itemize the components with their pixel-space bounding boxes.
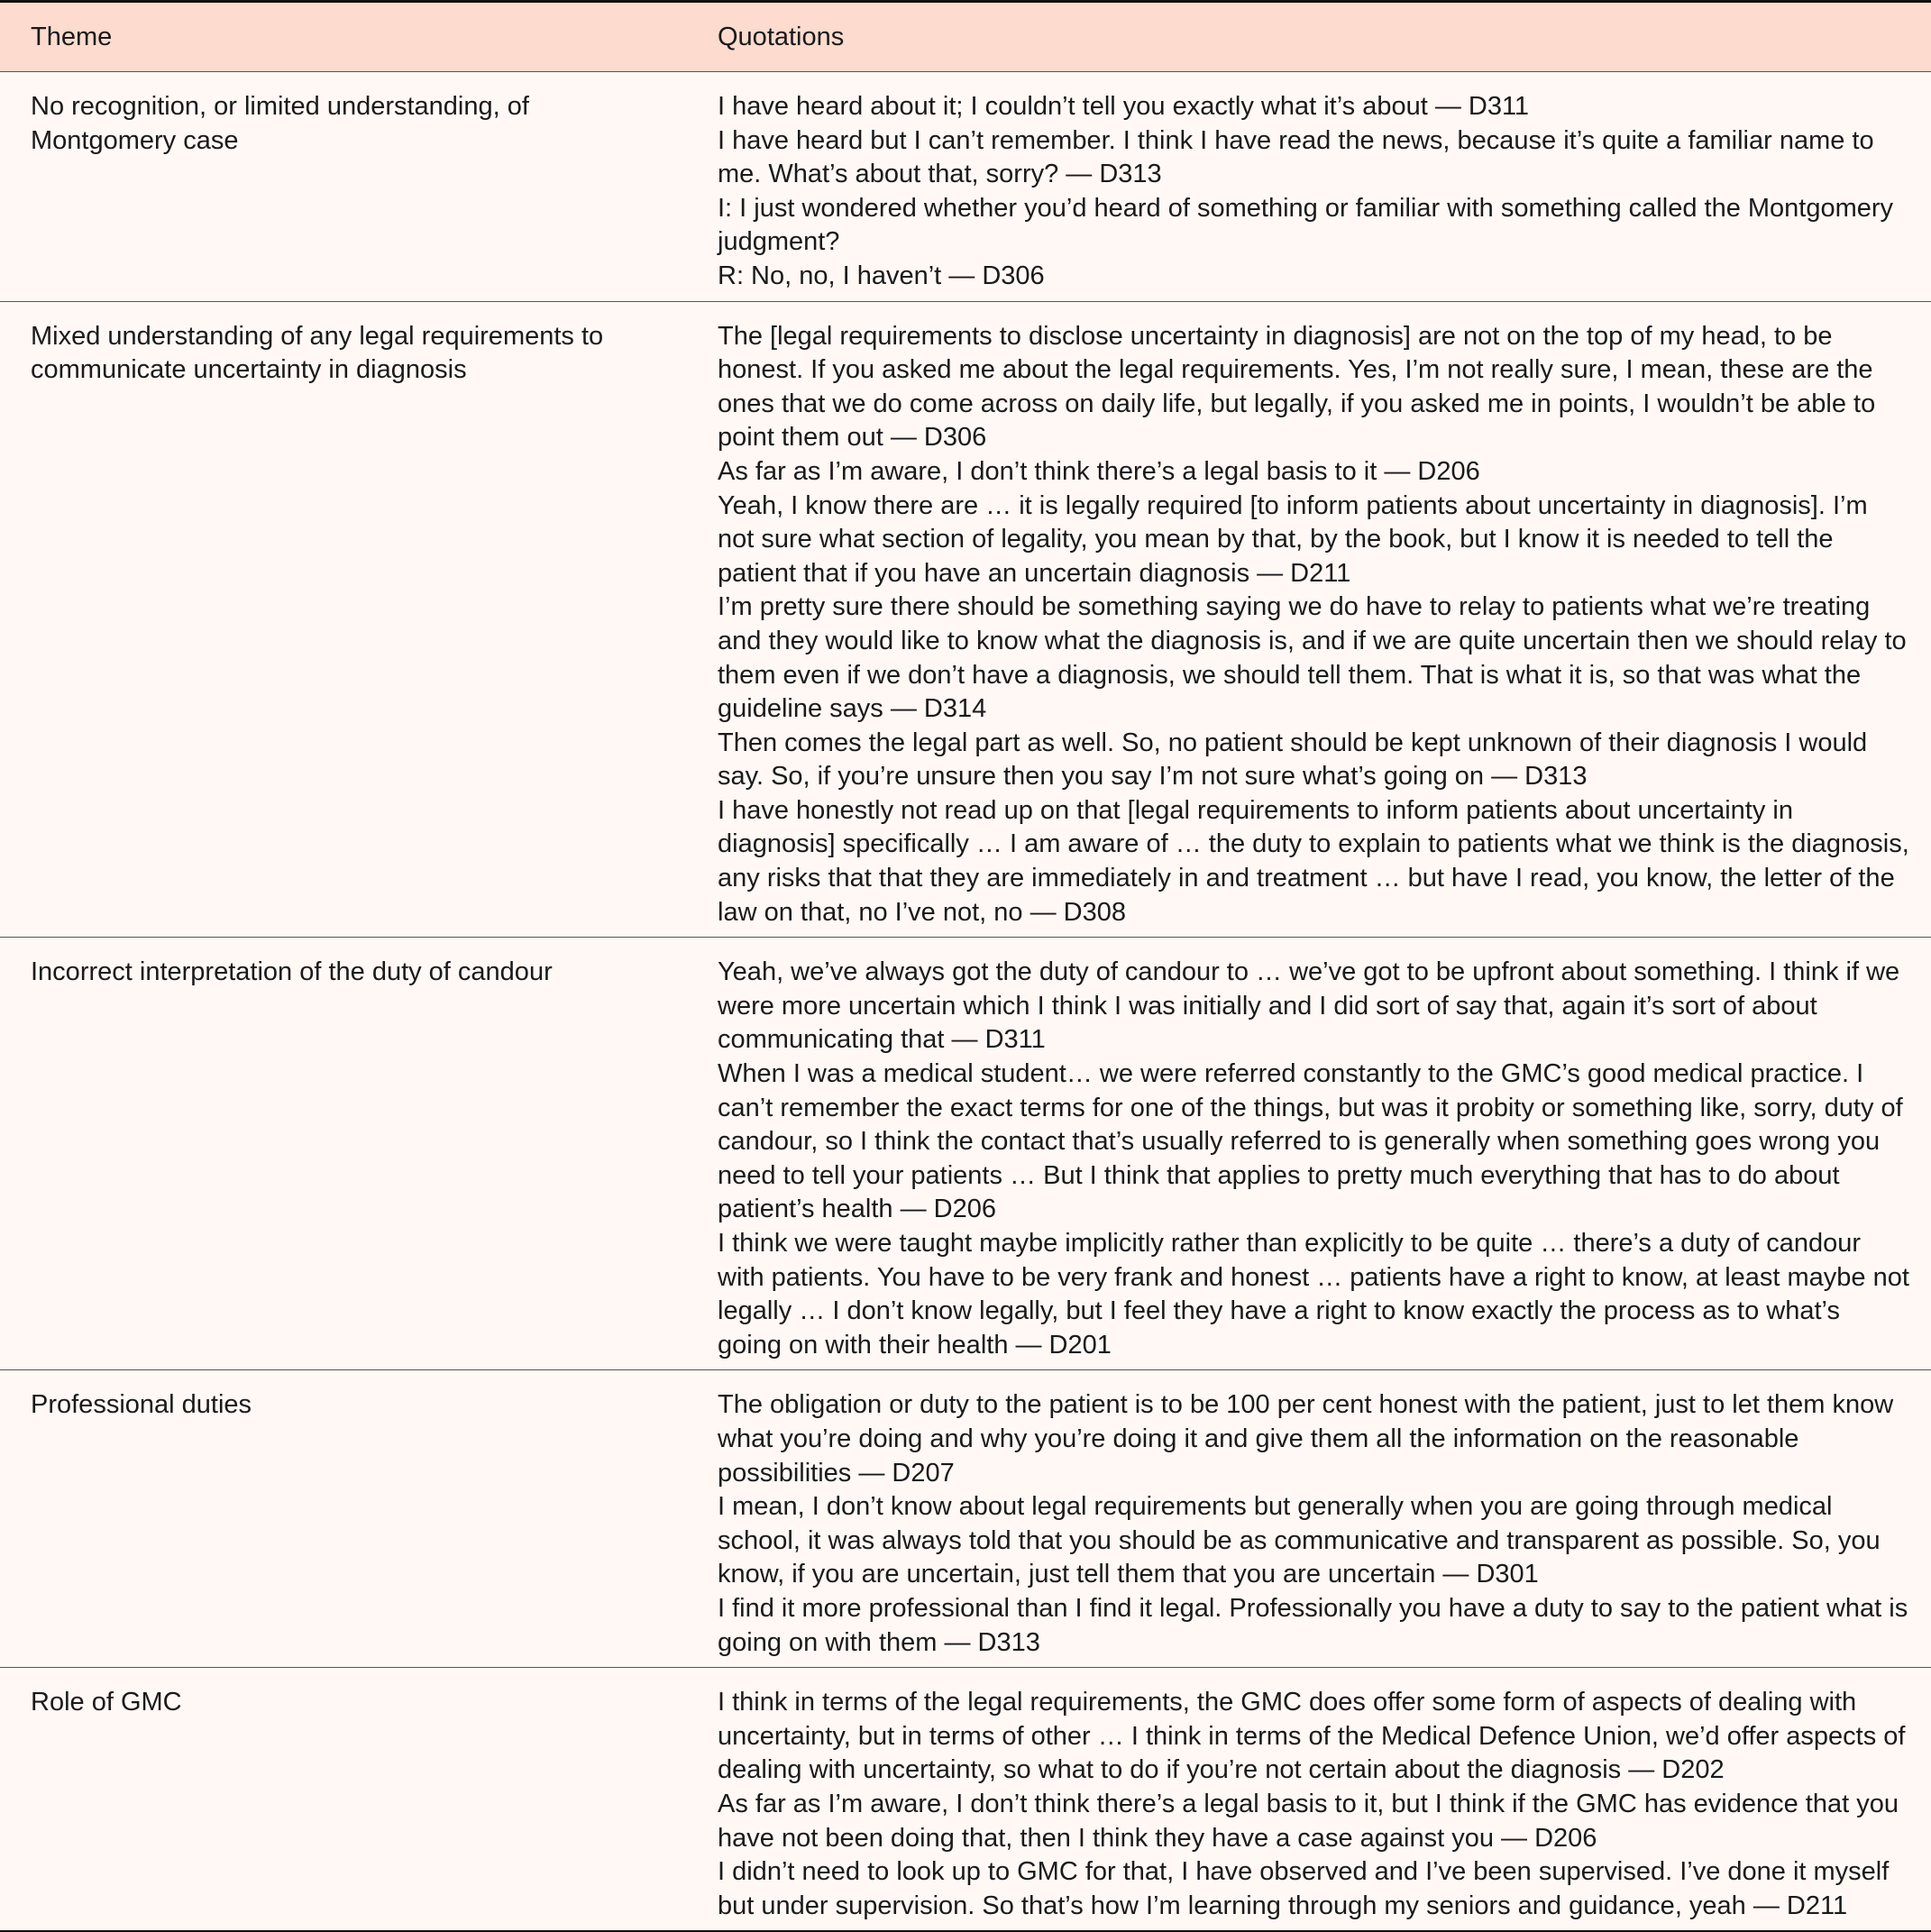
quote: I’m pretty sure there should be something saying we do have to relay to patients what we’re treating and they would like to know what the diagnosis is, and if we are quite uncertain then we should relay to them even if we don’t have a diagnosis, we should tell them. That is what it is, so that was what the guideline says — D314 [718, 592, 1907, 724]
quote: I have heard but I can’t remember. I think I have read the news, because it’s quite a familiar name to me. What’s about that, sorry? — D313 [718, 125, 1874, 189]
table-row [0, 301, 1931, 938]
quote: I find it more professional than I find it legal. Professionally you have a duty to say to the patient what is going on with them — D313 [718, 1593, 1908, 1657]
table-row [0, 1370, 1931, 1668]
table-row [0, 72, 1931, 302]
theme-column-header: Theme [0, 2, 718, 72]
quotations-cell [718, 938, 1931, 1370]
quote: The obligation or duty to the patient is to be 100 per cent honest with the patient, just to let them know what you’re doing and why you’re doing it and give them all the information on the reasonable possibilities — D207 [718, 1390, 1894, 1488]
quote: Yeah, we’ve always got the duty of candour to … we’ve got to be upfront about something. I think if we were more uncertain which I think I was initially and I did sort of say that, again it’s sort of about communicating that — D311 [718, 957, 1900, 1055]
table-row [0, 938, 1931, 1370]
theme-cell: Incorrect interpretation of the duty of candour [0, 938, 718, 1370]
table-header [0, 2, 1931, 72]
theme-cell: Mixed understanding of any legal requirements to communicate uncertainty in diagnosis [0, 301, 718, 938]
quotations-cell [718, 72, 1931, 302]
quote: I mean, I don’t know about legal requirements but generally when you are going through medical school, it was always told that you should be as communicative and transparent as possible. So, you know, if you are uncertain, just tell them that you are uncertain — D301 [718, 1492, 1881, 1589]
quote: I think we were taught maybe implicitly rather than explicitly to be quite … there’s a duty of candour with patients. You have to be very frank and honest … patients have a right to know, at least maybe not legally … I don’t know legally, but I feel they have a right to know exactly the process as to what’s going on with their health — D201 [718, 1229, 1909, 1360]
theme-cell: Professional duties [0, 1370, 718, 1668]
quotations-cell [718, 1370, 1931, 1668]
quote: As far as I’m aware, I don’t think there’s a legal basis to it, but I think if the GMC has evidence that you have not been doing that, then I think they have a case against you — D206 [718, 1789, 1899, 1853]
quote: I have heard about it; I couldn’t tell you exactly what it’s about — D311 [718, 92, 1530, 121]
header-row [0, 2, 1931, 72]
quote: R: No, no, I haven’t — D306 [718, 261, 1045, 290]
table-row [0, 1668, 1931, 1932]
quote: Then comes the legal part as well. So, no patient should be kept unknown of their diagnosis I would say. So, if you’re unsure then you say I’m not sure what’s going on — D313 [718, 728, 1868, 792]
theme-cell: No recognition, or limited understanding, of Montgomery case [0, 72, 718, 302]
quote: The [legal requirements to disclose uncertainty in diagnosis] are not on the top of my head, to be honest. If you asked me about the legal requirements. Yes, I’m not really sure, I mean, these are the ones that we do come across on daily life, but legally, if you asked me in points, I wouldn’t be able to point them out — D306 [718, 321, 1876, 453]
quote: I have honestly not read up on that [legal requirements to inform patients about uncertainty in diagnosis] specifically … I am aware of … the duty to explain to patients what we think is the diagnosis, any risks that that they are immediately in and treatment … but have I read, you know, the letter of the law on that, no I’ve not, no — D308 [718, 795, 1909, 927]
quote: I didn’t need to look up to GMC for that, I have observed and I’ve been supervised. I’ve done it myself but under supervision. So that’s how I’m learning through my seniors and guidance, yeah — D211 [718, 1857, 1890, 1920]
quote: As far as I’m aware, I don’t think there’s a legal basis to it — D206 [718, 456, 1480, 486]
quote: Yeah, I know there are … it is legally required [to inform patients about uncertainty in diagnosis]. I’m not sure what section of legality, you mean by that, by the book, but I know it is needed to tell the patient that if you have an uncertain diagnosis — D211 [718, 490, 1868, 588]
quote: When I was a medical student… we were referred constantly to the GMC’s good medical practice. I can’t remember the exact terms for one of the things, but was it probity or something like, sorry, duty of candour, so I think the contact that’s usually referred to is generally when something goes wrong you need to tell your patients … But I think that applies to pretty much everything that has to do about patient’s health — D206 [718, 1059, 1903, 1224]
quote: I: I just wondered whether you’d heard of something or familiar with something called the Montgomery judgment? [718, 193, 1894, 257]
table-body [0, 72, 1931, 1932]
quotations-cell [718, 1668, 1931, 1932]
theme-cell: Role of GMC [0, 1668, 718, 1932]
quote: I think in terms of the legal requirements, the GMC does offer some form of aspects of dealing with uncertainty, but in terms of other … I think in terms of the Medical Defence Union, we’d offer aspects of dealing with uncertainty, so what to do if you’re not certain about the diagnosis — D202 [718, 1688, 1906, 1785]
quotations-column-header: Quotations [718, 2, 1931, 72]
quotations-cell [718, 301, 1931, 938]
